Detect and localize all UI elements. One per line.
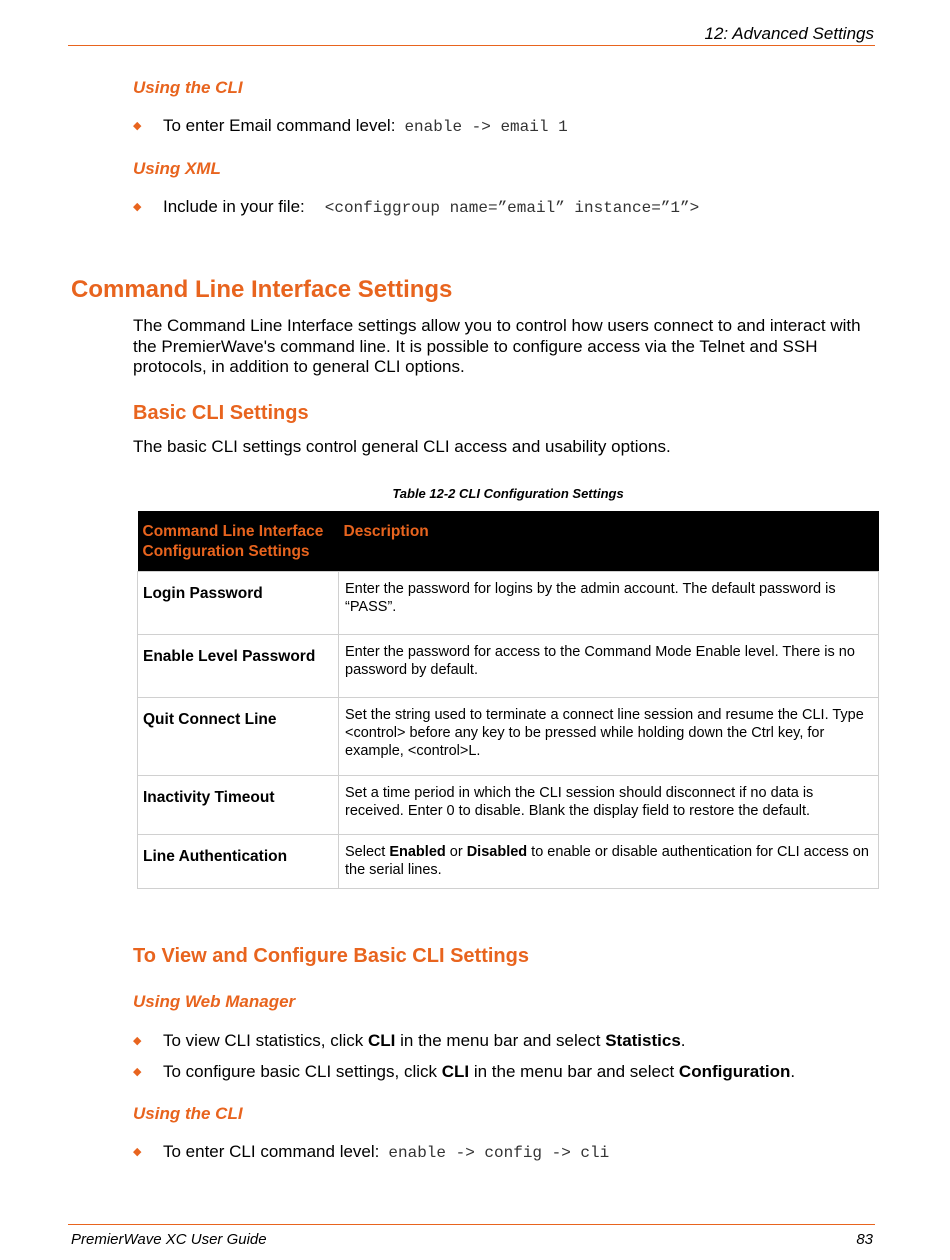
text: in the menu bar and select bbox=[395, 1031, 606, 1050]
section-title: Command Line Interface Settings bbox=[71, 276, 453, 303]
cli-level-bullet bbox=[133, 1142, 609, 1162]
bold-cli: CLI bbox=[368, 1031, 396, 1050]
setting-name: Enable Level Password bbox=[143, 648, 316, 665]
diamond-bullet-icon: ◆ bbox=[133, 1035, 142, 1047]
description-cell bbox=[339, 776, 879, 835]
setting-cell bbox=[138, 572, 339, 635]
table-row bbox=[138, 572, 879, 635]
subsection-intro: The basic CLI settings control general CLI access and usability options. bbox=[133, 437, 671, 456]
setting-cell bbox=[138, 835, 339, 889]
column-header-description: Description bbox=[339, 511, 879, 572]
using-cli-heading: Using the CLI bbox=[133, 78, 243, 97]
text: To configure basic CLI settings, click bbox=[163, 1062, 442, 1081]
xml-code: <configgroup name=”email” instance=”1”> bbox=[324, 199, 700, 217]
diamond-bullet-icon: ◆ bbox=[133, 1066, 142, 1078]
footer-rule bbox=[68, 1224, 875, 1225]
description-cell bbox=[339, 635, 879, 698]
email-xml-bullet bbox=[133, 197, 699, 217]
using-xml-heading: Using XML bbox=[133, 159, 221, 178]
setting-description: Set the string used to terminate a connect line session and resume the CLI. Type <control> before any key to be pressed while holding down the Ctrl key, for example, <control>L. bbox=[345, 707, 864, 759]
table-row bbox=[138, 835, 879, 889]
cli-config-table bbox=[137, 511, 879, 889]
running-header: 12: Advanced Settings bbox=[704, 24, 874, 43]
column-header-setting: Command Line Interface Configuration Settings bbox=[138, 511, 339, 572]
footer-guide-title: PremierWave XC User Guide bbox=[71, 1231, 267, 1248]
description-cell bbox=[339, 835, 879, 889]
desc-text: to enable or disable authentication for CLI access on the serial lines. bbox=[345, 844, 869, 878]
bullet-text: To enter Email command level: bbox=[163, 116, 396, 135]
bold-configuration: Configuration bbox=[678, 1062, 791, 1081]
bullet-text bbox=[163, 1031, 686, 1051]
text: in the menu bar and select bbox=[469, 1062, 679, 1081]
setting-description: Enter the password for access to the Command Mode Enable level. There is no password by default. bbox=[345, 644, 855, 678]
text: . bbox=[680, 1031, 686, 1050]
subsection-title: Basic CLI Settings bbox=[133, 402, 309, 424]
cli-command: enable -> config -> cli bbox=[388, 1144, 610, 1162]
bullet-text: Include in your file: bbox=[163, 197, 305, 216]
table-row bbox=[138, 698, 879, 776]
table-caption: Table 12-2 CLI Configuration Settings bbox=[392, 486, 624, 501]
table-row bbox=[138, 635, 879, 698]
text: To view CLI statistics, click bbox=[163, 1031, 368, 1050]
bullet-text: To enter CLI command level: bbox=[163, 1142, 380, 1161]
desc-bold-disabled: Disabled bbox=[466, 844, 528, 860]
using-cli-heading: Using the CLI bbox=[133, 1104, 243, 1123]
setting-name: Inactivity Timeout bbox=[143, 789, 275, 806]
bold-cli: CLI bbox=[441, 1062, 470, 1081]
diamond-bullet-icon: ◆ bbox=[133, 120, 142, 132]
subsection-title: To View and Configure Basic CLI Settings bbox=[133, 945, 529, 967]
setting-name: Quit Connect Line bbox=[143, 711, 277, 728]
setting-description: Enter the password for logins by the admin account. The default password is “PASS”. bbox=[345, 581, 836, 615]
setting-description bbox=[345, 835, 872, 879]
setting-cell bbox=[138, 776, 339, 835]
table-header-row bbox=[138, 511, 879, 572]
diamond-bullet-icon: ◆ bbox=[133, 1146, 142, 1158]
using-web-manager-heading: Using Web Manager bbox=[133, 992, 296, 1011]
bullet-text bbox=[163, 1062, 795, 1082]
desc-bold-enabled: Enabled bbox=[389, 844, 446, 860]
page-number: 83 bbox=[856, 1231, 873, 1248]
web-bullet-statistics bbox=[133, 1031, 686, 1051]
setting-cell bbox=[138, 635, 339, 698]
setting-name: Line Authentication bbox=[143, 848, 288, 865]
description-cell bbox=[339, 698, 879, 776]
description-cell bbox=[339, 572, 879, 635]
setting-cell bbox=[138, 698, 339, 776]
table-row bbox=[138, 776, 879, 835]
setting-description: Set a time period in which the CLI session should disconnect if no data is received. Enter 0 to disable. Blank the display field to restore the default. bbox=[345, 785, 814, 819]
email-cli-bullet bbox=[133, 116, 568, 136]
cli-command: enable -> email 1 bbox=[404, 118, 568, 136]
setting-name: Login Password bbox=[143, 585, 263, 602]
text: . bbox=[790, 1062, 796, 1081]
header-rule bbox=[68, 45, 875, 46]
bold-statistics: Statistics bbox=[605, 1031, 681, 1050]
desc-text: or bbox=[445, 844, 467, 860]
diamond-bullet-icon: ◆ bbox=[133, 201, 142, 213]
desc-text: Select bbox=[345, 844, 390, 860]
web-bullet-configuration bbox=[133, 1062, 795, 1082]
section-intro: The Command Line Interface settings allow you to control how users connect to and interact with the PremierWave's command line. It is possible to configure access via the Telnet and SSH protocols, in addition to general CLI options. bbox=[133, 316, 861, 376]
